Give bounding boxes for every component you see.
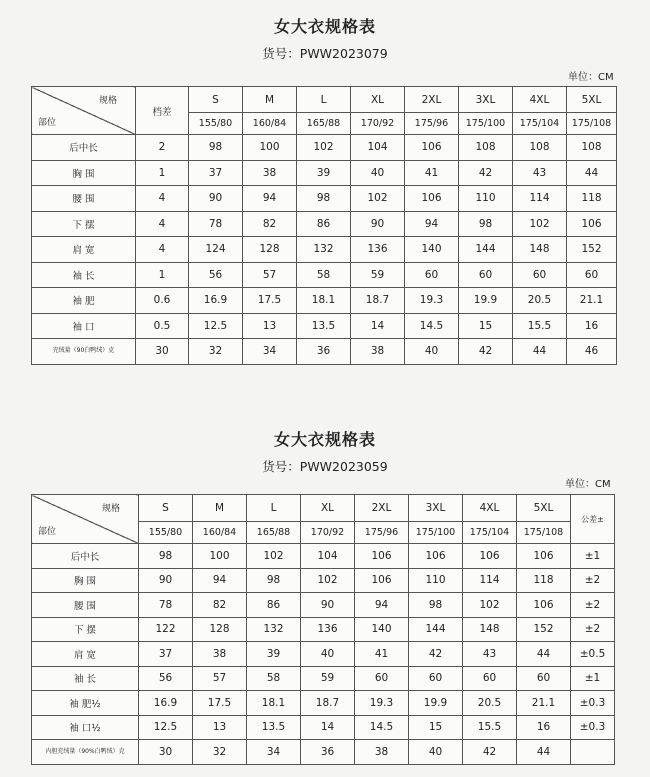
value-cell: 60 bbox=[405, 262, 459, 288]
value-cell: 90 bbox=[351, 211, 405, 237]
grade-cell: 4 bbox=[136, 186, 189, 212]
value-cell: 44 bbox=[517, 740, 571, 765]
row-label: 胸 围 bbox=[32, 160, 136, 186]
value-cell: 106 bbox=[405, 135, 459, 161]
table-row bbox=[32, 160, 617, 186]
size-code: 175/108 bbox=[567, 113, 617, 135]
value-cell: 38 bbox=[351, 339, 405, 365]
value-cell: 21.1 bbox=[517, 691, 571, 716]
row-label: 腰 围 bbox=[32, 186, 136, 212]
value-cell: 16 bbox=[567, 313, 617, 339]
value-cell: 98 bbox=[189, 135, 243, 161]
value-cell: 18.1 bbox=[297, 288, 351, 314]
value-cell: 78 bbox=[139, 593, 193, 618]
value-cell: 57 bbox=[193, 666, 247, 691]
value-cell: 56 bbox=[189, 262, 243, 288]
value-cell: 15.5 bbox=[513, 313, 567, 339]
value-cell: 17.5 bbox=[243, 288, 297, 314]
row-label: 下 摆 bbox=[32, 211, 136, 237]
value-cell: 94 bbox=[355, 593, 409, 618]
tolerance-cell: ±2 bbox=[571, 593, 615, 618]
value-cell: 90 bbox=[139, 568, 193, 593]
value-cell: 41 bbox=[355, 642, 409, 667]
size-code: 175/104 bbox=[513, 113, 567, 135]
size-header: 5XL bbox=[567, 87, 617, 113]
value-cell: 21.1 bbox=[567, 288, 617, 314]
size-code: 170/92 bbox=[301, 522, 355, 544]
value-cell: 152 bbox=[567, 237, 617, 263]
value-cell: 78 bbox=[189, 211, 243, 237]
tolerance-header: 公差± bbox=[571, 495, 615, 544]
row-label: 袖 口½ bbox=[32, 715, 139, 740]
value-cell: 60 bbox=[355, 666, 409, 691]
value-cell: 106 bbox=[463, 544, 517, 569]
value-cell: 118 bbox=[517, 568, 571, 593]
value-cell: 58 bbox=[247, 666, 301, 691]
grade-cell: 1 bbox=[136, 160, 189, 186]
value-cell: 32 bbox=[193, 740, 247, 765]
value-cell: 122 bbox=[139, 617, 193, 642]
value-cell: 60 bbox=[463, 666, 517, 691]
value-cell: 14 bbox=[351, 313, 405, 339]
corner-cell bbox=[32, 87, 136, 135]
size-code: 160/84 bbox=[193, 522, 247, 544]
grade-cell: 2 bbox=[136, 135, 189, 161]
value-cell: 86 bbox=[247, 593, 301, 618]
value-cell: 43 bbox=[463, 642, 517, 667]
value-cell: 13 bbox=[243, 313, 297, 339]
table-row bbox=[32, 740, 615, 765]
value-cell: 102 bbox=[301, 568, 355, 593]
size-header: 5XL bbox=[517, 495, 571, 522]
value-cell: 104 bbox=[301, 544, 355, 569]
row-label: 后中长 bbox=[32, 544, 139, 569]
size-header: L bbox=[297, 87, 351, 113]
value-cell: 60 bbox=[459, 262, 513, 288]
value-cell: 18.7 bbox=[301, 691, 355, 716]
value-cell: 98 bbox=[297, 186, 351, 212]
value-cell: 34 bbox=[243, 339, 297, 365]
value-cell: 13.5 bbox=[297, 313, 351, 339]
value-cell: 16.9 bbox=[189, 288, 243, 314]
value-cell: 42 bbox=[409, 642, 463, 667]
value-cell: 40 bbox=[301, 642, 355, 667]
value-cell: 19.3 bbox=[355, 691, 409, 716]
table-row bbox=[32, 262, 617, 288]
value-cell: 106 bbox=[355, 544, 409, 569]
value-cell: 136 bbox=[301, 617, 355, 642]
value-cell: 37 bbox=[189, 160, 243, 186]
table-row bbox=[32, 642, 615, 667]
value-cell: 36 bbox=[297, 339, 351, 365]
value-cell: 40 bbox=[409, 740, 463, 765]
grade-cell: 4 bbox=[136, 237, 189, 263]
table-row bbox=[32, 568, 615, 593]
size-header: 3XL bbox=[409, 495, 463, 522]
value-cell: 36 bbox=[301, 740, 355, 765]
value-cell: 12.5 bbox=[189, 313, 243, 339]
value-cell: 18.1 bbox=[247, 691, 301, 716]
value-cell: 102 bbox=[513, 211, 567, 237]
value-cell: 90 bbox=[189, 186, 243, 212]
sheet-title: 女大衣规格表 bbox=[273, 17, 376, 36]
value-cell: 57 bbox=[243, 262, 297, 288]
value-cell: 41 bbox=[405, 160, 459, 186]
spec-table-2 bbox=[31, 494, 615, 765]
tolerance-cell bbox=[571, 740, 615, 765]
row-label: 充绒量（90白鸭绒）克 bbox=[32, 339, 136, 365]
value-cell: 102 bbox=[351, 186, 405, 212]
value-cell: 106 bbox=[355, 568, 409, 593]
value-cell: 44 bbox=[567, 160, 617, 186]
unit-label: 单位：CM bbox=[565, 479, 611, 490]
corner-cell bbox=[32, 495, 139, 544]
value-cell: 44 bbox=[517, 642, 571, 667]
grade-cell: 0.6 bbox=[136, 288, 189, 314]
value-cell: 39 bbox=[247, 642, 301, 667]
size-header: M bbox=[193, 495, 247, 522]
value-cell: 20.5 bbox=[463, 691, 517, 716]
value-cell: 14.5 bbox=[405, 313, 459, 339]
value-cell: 102 bbox=[463, 593, 517, 618]
value-cell: 60 bbox=[517, 666, 571, 691]
tolerance-cell: ±0.5 bbox=[571, 642, 615, 667]
size-code: 165/88 bbox=[247, 522, 301, 544]
value-cell: 124 bbox=[189, 237, 243, 263]
tolerance-cell: ±0.3 bbox=[571, 715, 615, 740]
value-cell: 12.5 bbox=[139, 715, 193, 740]
value-cell: 136 bbox=[351, 237, 405, 263]
table-row bbox=[32, 339, 617, 365]
grade-header: 档差 bbox=[136, 87, 189, 135]
table-row bbox=[32, 237, 617, 263]
grade-cell: 4 bbox=[136, 211, 189, 237]
value-cell: 34 bbox=[247, 740, 301, 765]
value-cell: 86 bbox=[297, 211, 351, 237]
value-cell: 90 bbox=[301, 593, 355, 618]
value-cell: 132 bbox=[247, 617, 301, 642]
table-row bbox=[32, 617, 615, 642]
table-row bbox=[32, 211, 617, 237]
value-cell: 152 bbox=[517, 617, 571, 642]
size-header: 2XL bbox=[355, 495, 409, 522]
value-cell: 108 bbox=[513, 135, 567, 161]
size-code: 170/92 bbox=[351, 113, 405, 135]
value-cell: 100 bbox=[243, 135, 297, 161]
tolerance-cell: ±1 bbox=[571, 544, 615, 569]
value-cell: 144 bbox=[409, 617, 463, 642]
size-code: 155/80 bbox=[139, 522, 193, 544]
value-cell: 140 bbox=[355, 617, 409, 642]
grade-cell: 0.5 bbox=[136, 313, 189, 339]
tolerance-cell: ±2 bbox=[571, 568, 615, 593]
value-cell: 98 bbox=[247, 568, 301, 593]
value-cell: 16 bbox=[517, 715, 571, 740]
size-code: 175/100 bbox=[409, 522, 463, 544]
value-cell: 106 bbox=[517, 593, 571, 618]
size-header: S bbox=[189, 87, 243, 113]
table-row bbox=[32, 715, 615, 740]
size-code: 165/88 bbox=[297, 113, 351, 135]
row-label: 袖 口 bbox=[32, 313, 136, 339]
value-cell: 114 bbox=[513, 186, 567, 212]
value-cell: 140 bbox=[405, 237, 459, 263]
value-cell: 17.5 bbox=[193, 691, 247, 716]
value-cell: 15.5 bbox=[463, 715, 517, 740]
value-cell: 102 bbox=[247, 544, 301, 569]
size-code: 175/96 bbox=[355, 522, 409, 544]
value-cell: 100 bbox=[193, 544, 247, 569]
value-cell: 102 bbox=[297, 135, 351, 161]
value-cell: 18.7 bbox=[351, 288, 405, 314]
value-cell: 60 bbox=[567, 262, 617, 288]
value-cell: 94 bbox=[193, 568, 247, 593]
table-row bbox=[32, 288, 617, 314]
row-label: 袖 肥½ bbox=[32, 691, 139, 716]
size-header: 2XL bbox=[405, 87, 459, 113]
value-cell: 59 bbox=[351, 262, 405, 288]
sheet-title: 女大衣规格表 bbox=[273, 430, 376, 449]
header-row bbox=[32, 87, 617, 113]
table-row bbox=[32, 313, 617, 339]
value-cell: 40 bbox=[351, 160, 405, 186]
value-cell: 94 bbox=[405, 211, 459, 237]
value-cell: 106 bbox=[405, 186, 459, 212]
size-header: 3XL bbox=[459, 87, 513, 113]
value-cell: 20.5 bbox=[513, 288, 567, 314]
value-cell: 98 bbox=[409, 593, 463, 618]
value-cell: 19.3 bbox=[405, 288, 459, 314]
size-header: XL bbox=[351, 87, 405, 113]
row-label: 内胆充绒量（90%白鸭绒）克 bbox=[32, 740, 139, 765]
size-code: 175/108 bbox=[517, 522, 571, 544]
size-code: 155/80 bbox=[189, 113, 243, 135]
value-cell: 108 bbox=[459, 135, 513, 161]
product-code: 货号：PWW2023059 bbox=[262, 459, 388, 474]
tolerance-cell: ±1 bbox=[571, 666, 615, 691]
spec-table-1 bbox=[31, 86, 617, 365]
size-header: M bbox=[243, 87, 297, 113]
value-cell: 144 bbox=[459, 237, 513, 263]
size-header: L bbox=[247, 495, 301, 522]
size-header: 4XL bbox=[463, 495, 517, 522]
value-cell: 42 bbox=[459, 160, 513, 186]
value-cell: 38 bbox=[355, 740, 409, 765]
value-cell: 118 bbox=[567, 186, 617, 212]
table-row bbox=[32, 186, 617, 212]
value-cell: 16.9 bbox=[139, 691, 193, 716]
value-cell: 110 bbox=[409, 568, 463, 593]
value-cell: 30 bbox=[139, 740, 193, 765]
value-cell: 39 bbox=[297, 160, 351, 186]
unit-label: 单位：CM bbox=[568, 72, 614, 83]
value-cell: 106 bbox=[567, 211, 617, 237]
value-cell: 38 bbox=[193, 642, 247, 667]
value-cell: 40 bbox=[405, 339, 459, 365]
table-row bbox=[32, 135, 617, 161]
value-cell: 106 bbox=[517, 544, 571, 569]
value-cell: 114 bbox=[463, 568, 517, 593]
tolerance-cell: ±2 bbox=[571, 617, 615, 642]
row-label: 袖 长 bbox=[32, 666, 139, 691]
value-cell: 106 bbox=[409, 544, 463, 569]
size-header: S bbox=[139, 495, 193, 522]
value-cell: 44 bbox=[513, 339, 567, 365]
value-cell: 128 bbox=[243, 237, 297, 263]
product-code: 货号：PWW2023079 bbox=[262, 46, 388, 61]
value-cell: 56 bbox=[139, 666, 193, 691]
table-row bbox=[32, 691, 615, 716]
corner-bottom-label: 部位 bbox=[38, 118, 57, 128]
table-row bbox=[32, 544, 615, 569]
size-code: 175/104 bbox=[463, 522, 517, 544]
size-code: 175/96 bbox=[405, 113, 459, 135]
corner-top-label: 规格 bbox=[101, 504, 120, 514]
value-cell: 43 bbox=[513, 160, 567, 186]
value-cell: 132 bbox=[297, 237, 351, 263]
size-code: 160/84 bbox=[243, 113, 297, 135]
value-cell: 32 bbox=[189, 339, 243, 365]
table-row bbox=[32, 666, 615, 691]
row-label: 后中长 bbox=[32, 135, 136, 161]
value-cell: 15 bbox=[459, 313, 513, 339]
value-cell: 37 bbox=[139, 642, 193, 667]
corner-top-label: 规格 bbox=[98, 96, 117, 106]
value-cell: 60 bbox=[409, 666, 463, 691]
value-cell: 148 bbox=[513, 237, 567, 263]
value-cell: 42 bbox=[463, 740, 517, 765]
row-label: 袖 肥 bbox=[32, 288, 136, 314]
value-cell: 14.5 bbox=[355, 715, 409, 740]
value-cell: 98 bbox=[459, 211, 513, 237]
tolerance-cell: ±0.3 bbox=[571, 691, 615, 716]
grade-cell: 1 bbox=[136, 262, 189, 288]
header-row bbox=[32, 495, 615, 522]
row-label: 下 摆 bbox=[32, 617, 139, 642]
value-cell: 19.9 bbox=[409, 691, 463, 716]
value-cell: 128 bbox=[193, 617, 247, 642]
value-cell: 58 bbox=[297, 262, 351, 288]
value-cell: 110 bbox=[459, 186, 513, 212]
value-cell: 108 bbox=[567, 135, 617, 161]
value-cell: 98 bbox=[139, 544, 193, 569]
value-cell: 19.9 bbox=[459, 288, 513, 314]
size-header: XL bbox=[301, 495, 355, 522]
row-label: 袖 长 bbox=[32, 262, 136, 288]
value-cell: 104 bbox=[351, 135, 405, 161]
size-code: 175/100 bbox=[459, 113, 513, 135]
row-label: 肩 宽 bbox=[32, 237, 136, 263]
value-cell: 14 bbox=[301, 715, 355, 740]
row-label: 胸 围 bbox=[32, 568, 139, 593]
value-cell: 82 bbox=[193, 593, 247, 618]
value-cell: 60 bbox=[513, 262, 567, 288]
value-cell: 13.5 bbox=[247, 715, 301, 740]
value-cell: 94 bbox=[243, 186, 297, 212]
size-header: 4XL bbox=[513, 87, 567, 113]
value-cell: 82 bbox=[243, 211, 297, 237]
grade-cell: 30 bbox=[136, 339, 189, 365]
row-label: 肩 宽 bbox=[32, 642, 139, 667]
corner-bottom-label: 部位 bbox=[38, 527, 57, 537]
value-cell: 38 bbox=[243, 160, 297, 186]
value-cell: 148 bbox=[463, 617, 517, 642]
table-row bbox=[32, 593, 615, 618]
value-cell: 46 bbox=[567, 339, 617, 365]
value-cell: 42 bbox=[459, 339, 513, 365]
value-cell: 15 bbox=[409, 715, 463, 740]
value-cell: 59 bbox=[301, 666, 355, 691]
row-label: 腰 围 bbox=[32, 593, 139, 618]
value-cell: 13 bbox=[193, 715, 247, 740]
